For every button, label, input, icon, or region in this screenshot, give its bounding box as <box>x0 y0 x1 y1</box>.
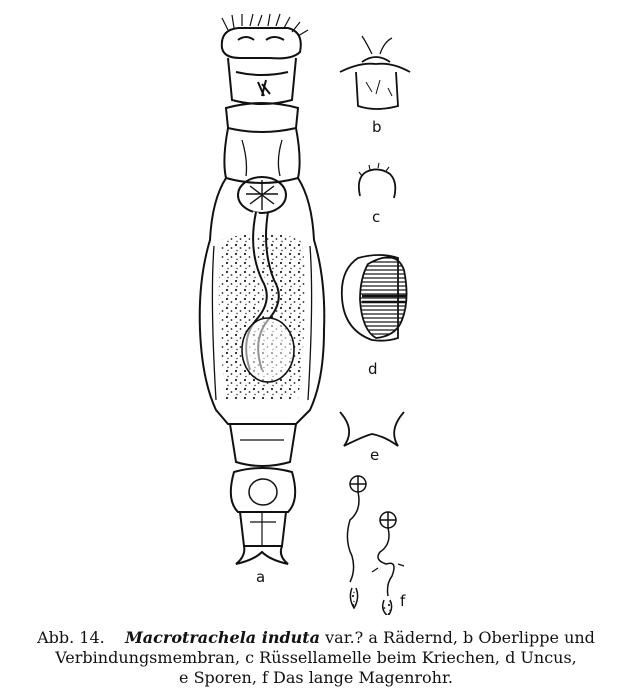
proboscis-lamella-drawing <box>359 163 395 198</box>
caption-line-1 <box>8 628 624 648</box>
caption-line-2: Verbindungsmembran, c Rüssellamelle beim Kriechen, d Uncus, <box>55 648 577 667</box>
uncus-drawing <box>342 255 407 341</box>
spores-drawing <box>340 412 404 446</box>
label-d: d <box>368 360 378 378</box>
stomach-tube-drawing <box>347 476 404 615</box>
figure-caption <box>8 628 624 688</box>
upper-lip-drawing <box>340 36 410 109</box>
label-f: f <box>400 592 406 610</box>
caption-species-name: Macrotrachela induta <box>125 628 321 647</box>
label-c: c <box>372 208 381 226</box>
label-e: e <box>370 446 380 464</box>
rotifer-body-drawing <box>200 14 325 564</box>
label-a: a <box>256 568 266 586</box>
caption-figure-number: Abb. 14. <box>37 628 105 647</box>
label-b: b <box>372 118 382 136</box>
caption-line-1-rest: var.? a Rädernd, b Oberlippe und <box>320 628 595 647</box>
caption-line-3: e Sporen, f Das lange Magenrohr. <box>179 668 453 687</box>
